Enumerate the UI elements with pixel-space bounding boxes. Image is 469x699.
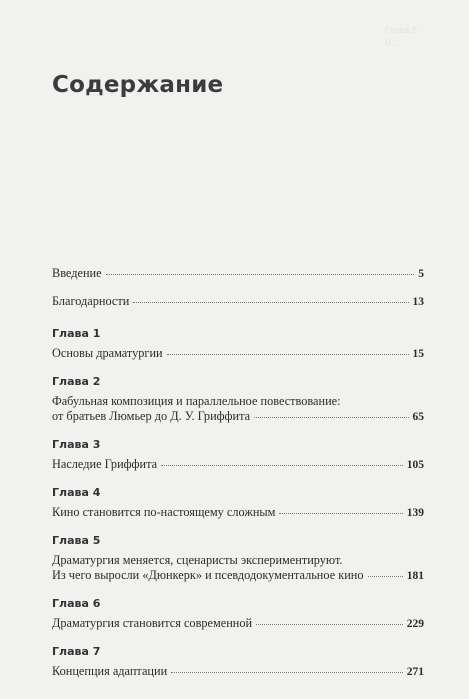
chapter-heading: Глава 6 (52, 597, 101, 610)
bleed-through-text (385, 24, 417, 50)
dot-leader (167, 353, 409, 355)
table-of-contents (52, 266, 424, 679)
toc-chapter-4[interactable] (52, 485, 424, 520)
chapter-heading: Глава 7 (52, 645, 101, 658)
dot-leader (279, 512, 402, 514)
toc-page-number: 105 (406, 459, 424, 471)
chapter-heading: Глава 3 (52, 438, 101, 451)
toc-entry-label: Основы драматургии (52, 346, 163, 360)
toc-page-number: 13 (412, 296, 424, 308)
dot-leader (161, 464, 403, 466)
toc-entry-label: Концепция адаптации (52, 664, 168, 678)
toc-entry-acknowledgements[interactable] (52, 294, 424, 309)
toc-chapter-5[interactable] (52, 533, 424, 583)
dot-leader (254, 416, 408, 418)
toc-chapter-2[interactable] (52, 374, 424, 424)
toc-entry-label-line: Фабульная композиция и параллельное повествование: (52, 394, 341, 408)
chapter-heading: Глава 1 (52, 327, 101, 340)
toc-entry (52, 409, 424, 424)
toc-entry-label: Из чего выросли «Дюнкерк» и псевдодокументальное кино (52, 568, 364, 582)
toc-page-number: 181 (406, 570, 424, 582)
bleed-through-line: Ч... (385, 38, 399, 48)
toc-entry (52, 664, 424, 679)
chapter-heading: Глава 5 (52, 534, 101, 547)
dot-leader (106, 273, 415, 275)
toc-chapter-6[interactable] (52, 596, 424, 631)
chapter-heading: Глава 4 (52, 486, 101, 499)
dot-leader (256, 623, 403, 625)
dot-leader (368, 575, 403, 577)
dot-leader (133, 301, 408, 303)
toc-page-number: 5 (418, 268, 424, 280)
toc-page-number: 65 (412, 411, 424, 423)
toc-page-number: 15 (412, 348, 424, 360)
toc-entry (52, 568, 424, 583)
toc-entry-label: Кино становится по-настоящему сложным (52, 505, 276, 519)
toc-entry (52, 616, 424, 631)
chapter-heading: Глава 2 (52, 375, 101, 388)
toc-entry (52, 346, 424, 361)
toc-entry-label: Драматургия становится современной (52, 616, 253, 630)
toc-entry-label: Введение (52, 266, 102, 280)
bleed-through-line: Глава 8 (385, 25, 417, 35)
toc-entry (52, 457, 424, 472)
toc-page-number: 139 (406, 507, 424, 519)
toc-chapter-1[interactable] (52, 326, 424, 361)
toc-chapter-7[interactable] (52, 644, 424, 679)
toc-entry-label: от братьев Люмьер до Д. У. Гриффита (52, 409, 251, 423)
toc-entry-label: Наследие Гриффита (52, 457, 158, 471)
toc-page-number: 229 (406, 618, 424, 630)
page-title: Содержание (52, 72, 224, 98)
toc-entry-intro[interactable] (52, 266, 424, 281)
toc-entry-label: Благодарности (52, 294, 130, 308)
dot-leader (171, 671, 403, 673)
toc-chapter-3[interactable] (52, 437, 424, 472)
toc-entry-label-line: Драматургия меняется, сценаристы экспериментируют. (52, 553, 343, 567)
toc-entry (52, 505, 424, 520)
toc-page-number: 271 (406, 666, 424, 678)
